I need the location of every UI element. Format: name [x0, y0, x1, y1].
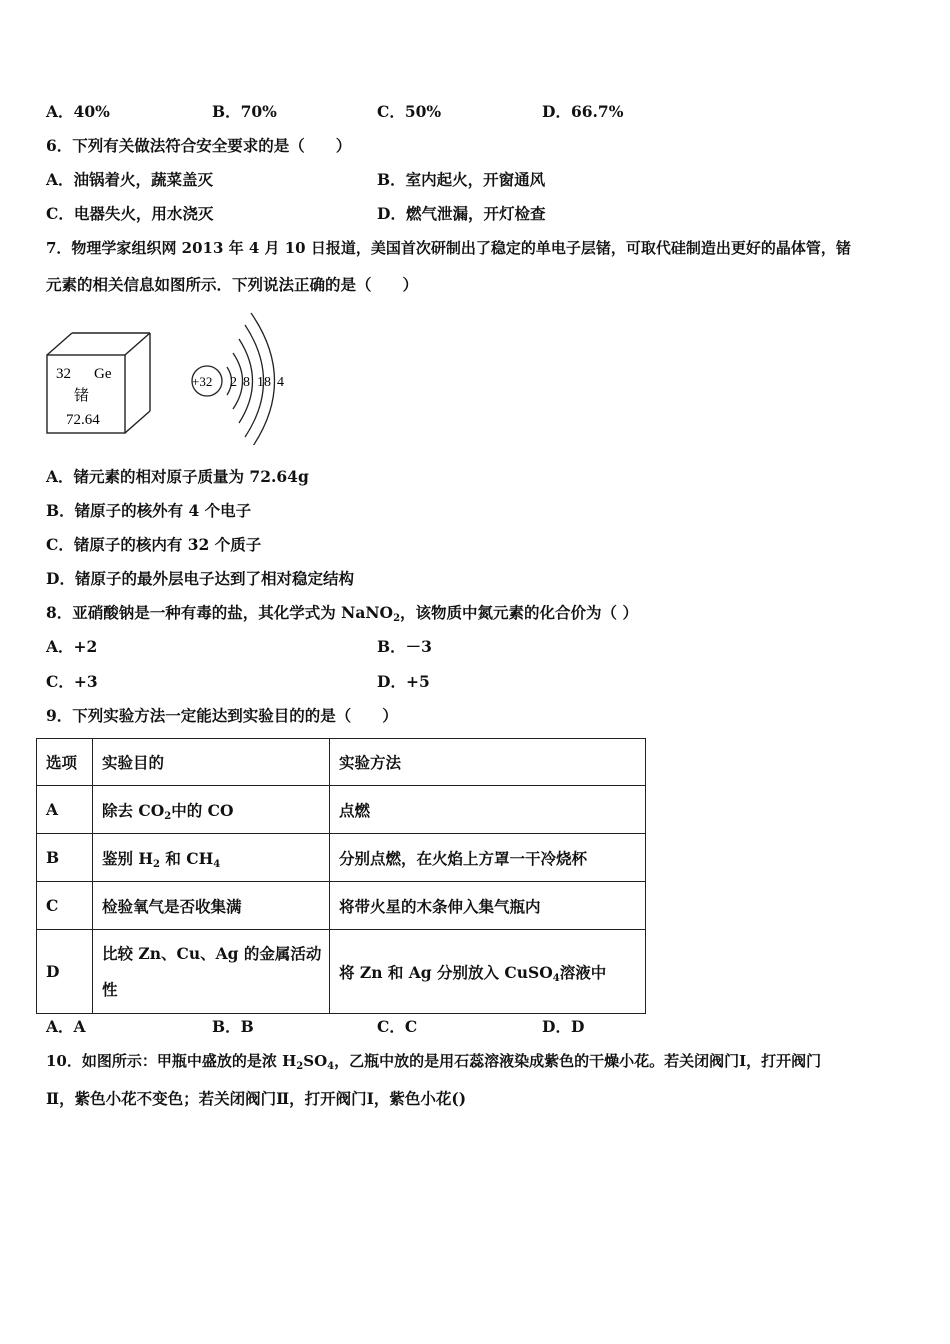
table-row [37, 786, 646, 834]
shell-4-count: 4 [277, 375, 284, 390]
row-a-purpose: 除去 $CO_2$中的 CO [93, 786, 330, 834]
q7-stem-line2: 元素的相关信息如图所示．下列说法正确的是（ ） [46, 275, 419, 294]
q7-stem-line1: 7．物理学家组织网 2013 年 4 月 10 日报道，美国首次研制出了稳定的单电子层锗，可取代硅制造出更好的晶体管，锗 [46, 239, 851, 257]
q9-option-d: D．D [542, 1017, 585, 1036]
germanium-figure [40, 305, 300, 445]
q9-option-c: C．C [377, 1017, 418, 1036]
table-row [37, 882, 646, 930]
q9-table [36, 738, 646, 1014]
nucleus-charge: +32 [192, 374, 213, 389]
q8-option-a: A．+2 [46, 637, 98, 656]
header-option: 选项 [37, 739, 93, 786]
row-d-purpose: 比较 Zn、Cu、Ag 的金属活动 性 [93, 930, 330, 1014]
q7-option-c: C．锗原子的核内有 32 个质子 [46, 535, 262, 554]
table-header-row [37, 739, 646, 786]
element-symbol: Ge [94, 366, 112, 382]
element-name: 锗 [74, 386, 90, 404]
q6-stem: 6．下列有关做法符合安全要求的是（ ） [46, 136, 352, 155]
shell-3-count: 18 [257, 375, 271, 390]
q7-option-a: A．锗元素的相对原子质量为 72.64g [46, 467, 309, 486]
q6-option-b: B．室内起火，开窗通风 [377, 170, 546, 189]
q9-option-a: A．A [46, 1017, 86, 1036]
row-a-method: 点燃 [330, 786, 646, 834]
row-a-option: A [37, 786, 93, 834]
q5-option-d: D．66.7% [542, 102, 624, 121]
q5-option-b: B．70% [212, 102, 277, 121]
element-number: 32 [56, 366, 71, 382]
q7-option-b: B．锗原子的核外有 4 个电子 [46, 501, 252, 520]
q9-stem: 9．下列实验方法一定能达到实验目的的是（ ） [46, 706, 398, 725]
row-b-purpose: 鉴别 $H_2$ 和 $CH_4$ [93, 834, 330, 882]
q5-option-a: A．40% [46, 102, 110, 121]
q10-stem-line2: Ⅱ，紫色小花不变色；若关闭阀门Ⅱ，打开阀门Ⅰ，紫色小花() [46, 1089, 467, 1108]
element-mass: 72.64 [66, 412, 100, 428]
q10-stem-line1: 10．如图所示：甲瓶中盛放的是浓 $H_2SO_4$，乙瓶中放的是用石蕊溶液染成紫色的干燥小花。若关闭阀门Ⅰ，打开阀门 [46, 1052, 822, 1072]
q8-stem: 8．亚硝酸钠是一种有毒的盐，其化学式为 NaNO$_2$，该物质中氮元素的化合价为（ ） [46, 603, 638, 624]
q6-option-c: C．电器失火，用水浇灭 [46, 204, 214, 223]
header-method: 实验方法 [330, 739, 646, 786]
row-b-method: 分别点燃，在火焰上方罩一干冷烧杯 [330, 834, 646, 882]
row-c-method: 将带火星的木条伸入集气瓶内 [330, 882, 646, 930]
q8-option-d: D．+5 [377, 672, 430, 691]
q8-option-b: B．－3 [377, 637, 432, 656]
q6-option-d: D．燃气泄漏，开灯检查 [377, 204, 546, 223]
shell-2-count: 8 [243, 375, 250, 390]
shell-1-count: 2 [230, 375, 237, 390]
row-c-purpose: 检验氧气是否收集满 [93, 882, 330, 930]
q6-option-a: A．油锅着火，蔬菜盖灭 [46, 170, 214, 189]
header-purpose: 实验目的 [93, 739, 330, 786]
row-b-option: B [37, 834, 93, 882]
row-c-option: C [37, 882, 93, 930]
row-d-option: D [37, 930, 93, 1014]
q5-option-c: C．50% [377, 102, 442, 121]
q9-option-b: B．B [212, 1017, 254, 1036]
table-row [37, 930, 646, 1014]
q8-option-c: C．+3 [46, 672, 98, 691]
table-row [37, 834, 646, 882]
row-d-method: 将 Zn 和 Ag 分别放入 CuSO$_4$溶液中 [330, 930, 646, 1014]
q7-option-d: D．锗原子的最外层电子达到了相对稳定结构 [46, 569, 354, 588]
